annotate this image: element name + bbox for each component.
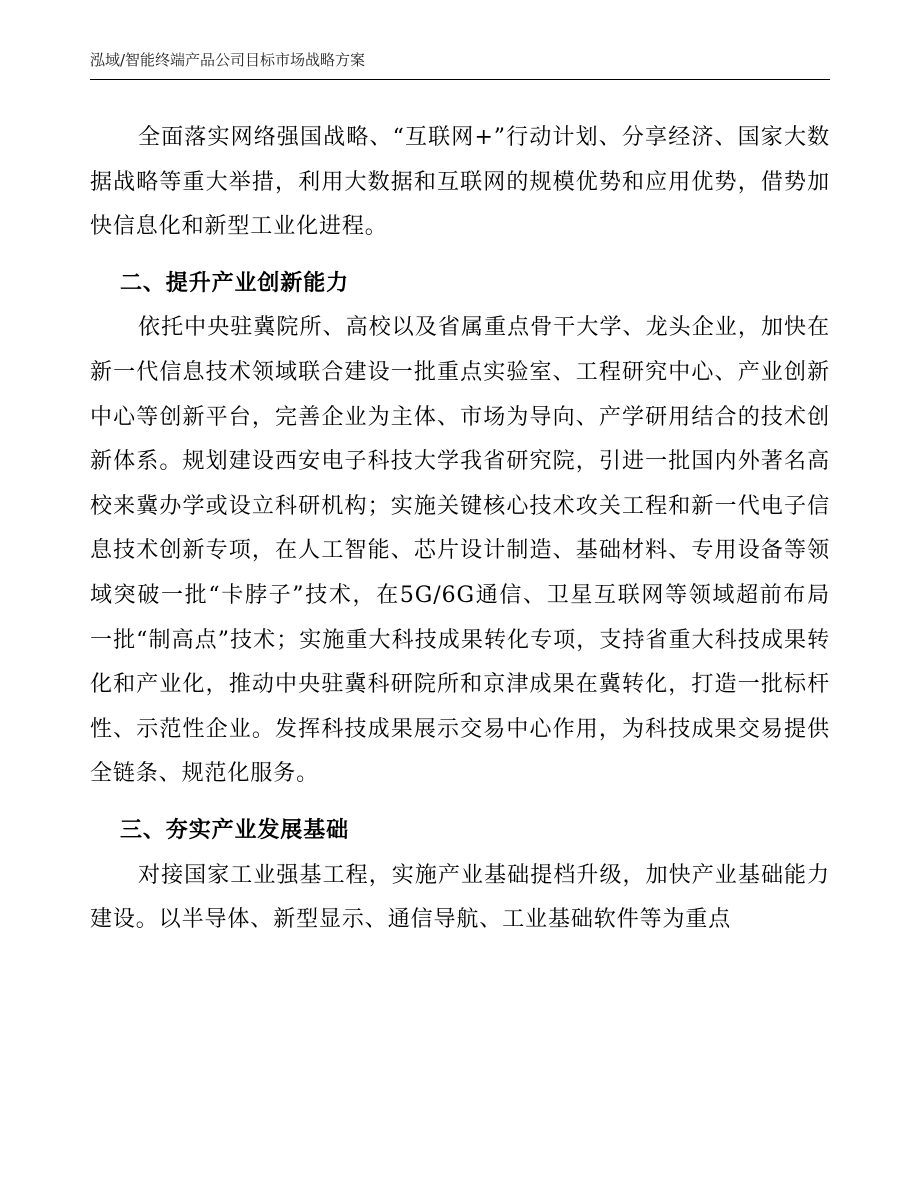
section-heading-innovation: 二、提升产业创新能力 bbox=[120, 270, 350, 296]
paragraph-innovation: 依托中央驻冀院所、高校以及省属重点骨干大学、龙头企业，加快在新一代信息技术领域联合建设一批重点实验室、工程研究中心、产业创新中心等创新平台，完善企业为主体、市场为导向、产学研用结合的技术创新体系。规划建设西安电子科技大学我省研究院，引进一批国内外著名高校来冀办学或设立科研机构；实施关键核心技术攻关工程和新一代电子信息技术创新专项，在人工智能、芯片设计制造、基础材料、专用设备等领域突破一批“卡脖子”技术，在5G/6G通信、卫星互联网等领域超前布局一批“制高点”技术；实施重大科技成果转化专项，支持省重大科技成果转化和产业化，推动中央驻冀科研院所和京津成果在冀转化，打造一批标杆性、示范性企业。发挥科技成果展示交易中心作用，为科技成果交易提供全链条、规范化服务。 bbox=[90, 315, 830, 787]
page-header-title: 泓域/智能终端产品公司目标市场战略方案 bbox=[90, 51, 366, 69]
section-heading-foundation: 三、夯实产业发展基础 bbox=[120, 817, 350, 843]
paragraph-internet-strategy: 全面落实网络强国战略、“互联网+”行动计划、分享经济、国家大数据战略等重大举措，利用大数据和互联网的规模优势和应用优势，借势加快信息化和新型工业化进程。 bbox=[90, 125, 830, 240]
header-divider bbox=[90, 79, 830, 80]
paragraph-foundation: 对接国家工业强基工程，实施产业基础提档升级，加快产业基础能力建设。以半导体、新型显示、通信导航、工业基础软件等为重点 bbox=[90, 862, 830, 933]
document-body bbox=[90, 116, 830, 943]
